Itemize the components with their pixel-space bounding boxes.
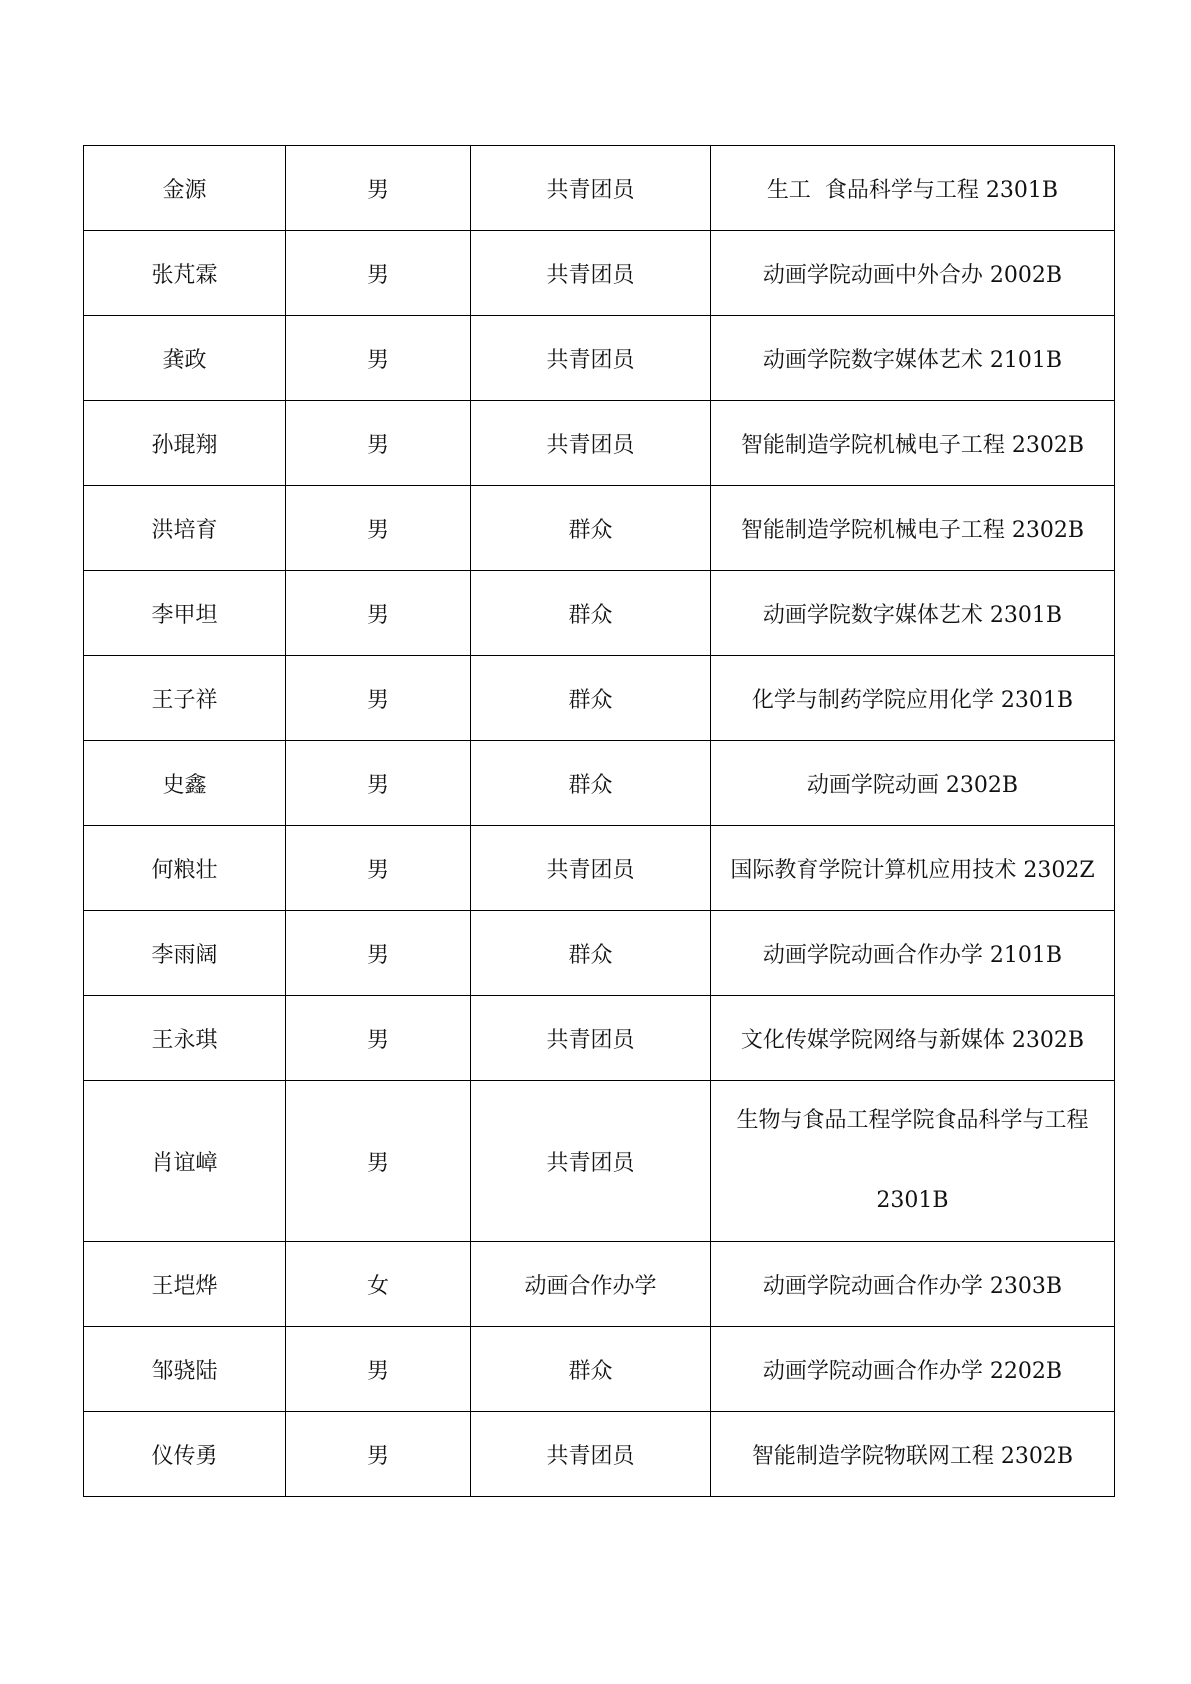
gender-cell: 男 (286, 316, 471, 401)
political-status-cell: 共青团员 (471, 826, 711, 911)
class-cell: 化学与制药学院应用化学 2301B (711, 656, 1115, 741)
class-cell: 动画学院动画合作办学 2202B (711, 1327, 1115, 1412)
gender-cell: 男 (286, 656, 471, 741)
gender-cell: 男 (286, 741, 471, 826)
political-status-cell: 群众 (471, 656, 711, 741)
name-cell: 张芃霖 (84, 231, 286, 316)
table-row (84, 996, 1115, 1081)
table-row (84, 911, 1115, 996)
gender-cell: 女 (286, 1242, 471, 1327)
table-row (84, 316, 1115, 401)
political-status-cell: 群众 (471, 741, 711, 826)
class-cell: 智能制造学院物联网工程 2302B (711, 1412, 1115, 1497)
table-row (84, 656, 1115, 741)
name-cell: 李雨阔 (84, 911, 286, 996)
class-cell: 动画学院数字媒体艺术 2101B (711, 316, 1115, 401)
name-cell: 王永琪 (84, 996, 286, 1081)
name-cell: 肖谊嶂 (84, 1081, 286, 1242)
table-row (84, 741, 1115, 826)
class-cell: 智能制造学院机械电子工程 2302B (711, 401, 1115, 486)
class-cell: 智能制造学院机械电子工程 2302B (711, 486, 1115, 571)
gender-cell: 男 (286, 1412, 471, 1497)
political-status-cell: 群众 (471, 1327, 711, 1412)
political-status-cell: 共青团员 (471, 1412, 711, 1497)
name-cell: 孙琨翔 (84, 401, 286, 486)
table-row (84, 1412, 1115, 1497)
political-status-cell: 共青团员 (471, 146, 711, 231)
name-cell: 龚政 (84, 316, 286, 401)
table-row (84, 231, 1115, 316)
name-cell: 何粮壮 (84, 826, 286, 911)
member-table (83, 145, 1115, 1497)
gender-cell: 男 (286, 486, 471, 571)
class-cell: 生工 食品科学与工程 2301B (711, 146, 1115, 231)
political-status-cell: 共青团员 (471, 1081, 711, 1242)
political-status-cell: 共青团员 (471, 996, 711, 1081)
name-cell: 王垲烨 (84, 1242, 286, 1327)
name-cell: 洪培育 (84, 486, 286, 571)
table-row (84, 1327, 1115, 1412)
name-cell: 邹骁陆 (84, 1327, 286, 1412)
gender-cell: 男 (286, 1081, 471, 1242)
class-cell: 国际教育学院计算机应用技术 2302Z (711, 826, 1115, 911)
gender-cell: 男 (286, 826, 471, 911)
class-cell: 动画学院数字媒体艺术 2301B (711, 571, 1115, 656)
gender-cell: 男 (286, 146, 471, 231)
class-cell: 动画学院动画合作办学 2303B (711, 1242, 1115, 1327)
name-cell: 王子祥 (84, 656, 286, 741)
class-cell: 动画学院动画 2302B (711, 741, 1115, 826)
class-cell: 动画学院动画中外合办 2002B (711, 231, 1115, 316)
table-row (84, 1081, 1115, 1242)
table-row (84, 826, 1115, 911)
class-cell: 文化传媒学院网络与新媒体 2302B (711, 996, 1115, 1081)
table-row (84, 1242, 1115, 1327)
gender-cell: 男 (286, 996, 471, 1081)
political-status-cell: 共青团员 (471, 401, 711, 486)
table-row (84, 401, 1115, 486)
class-cell: 生物与食品工程学院食品科学与工程 2301B (711, 1081, 1115, 1242)
gender-cell: 男 (286, 1327, 471, 1412)
name-cell: 李甲坦 (84, 571, 286, 656)
political-status-cell: 群众 (471, 486, 711, 571)
gender-cell: 男 (286, 231, 471, 316)
political-status-cell: 群众 (471, 571, 711, 656)
political-status-cell: 动画合作办学 (471, 1242, 711, 1327)
gender-cell: 男 (286, 401, 471, 486)
name-cell: 仪传勇 (84, 1412, 286, 1497)
political-status-cell: 共青团员 (471, 316, 711, 401)
name-cell: 金源 (84, 146, 286, 231)
table-row (84, 571, 1115, 656)
table-row (84, 486, 1115, 571)
class-cell: 动画学院动画合作办学 2101B (711, 911, 1115, 996)
political-status-cell: 共青团员 (471, 231, 711, 316)
gender-cell: 男 (286, 911, 471, 996)
gender-cell: 男 (286, 571, 471, 656)
name-cell: 史鑫 (84, 741, 286, 826)
political-status-cell: 群众 (471, 911, 711, 996)
table-row (84, 146, 1115, 231)
